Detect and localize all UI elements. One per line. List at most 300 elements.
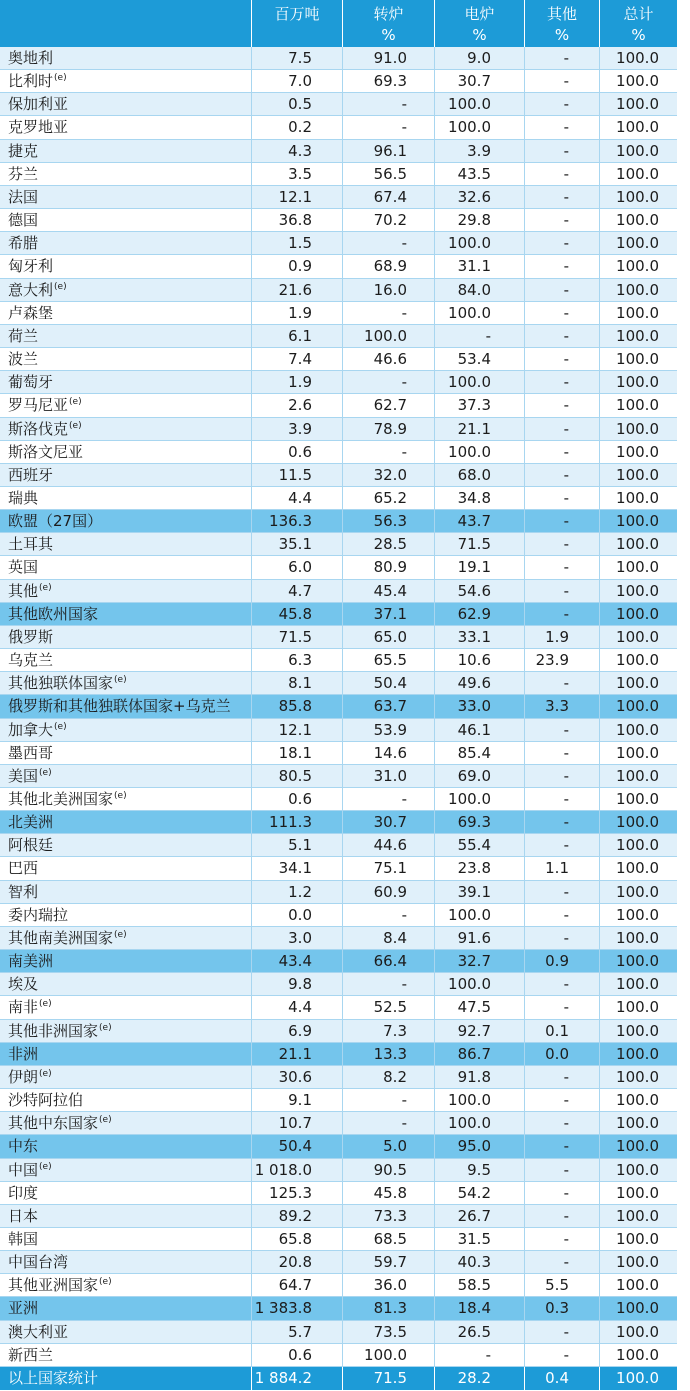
electric-furnace-share-cell: 26.7 (435, 1205, 525, 1227)
table-row (0, 1020, 677, 1043)
converter-share-cell: - (343, 302, 435, 324)
estimate-note-marker: (e) (69, 397, 82, 408)
electric-furnace-share-cell: 95.0 (435, 1135, 525, 1157)
table-row (0, 881, 677, 904)
region-name: 韩国 (8, 1229, 39, 1248)
region-name: 墨西哥 (8, 743, 54, 762)
other-share-cell: - (525, 140, 600, 162)
electric-furnace-share-cell: 100.0 (435, 371, 525, 393)
table-row (0, 1089, 677, 1112)
converter-share-cell: 90.5 (343, 1159, 435, 1184)
total-share-cell: 100.0 (616, 419, 659, 438)
production-mt-cell: 111.3 (252, 811, 343, 833)
total-share-cell: 100.0 (616, 280, 659, 299)
other-share-cell: 0.9 (525, 950, 600, 972)
region-name-cell (0, 1089, 252, 1111)
electric-furnace-share-cell: 33.1 (435, 626, 525, 648)
region-name: 印度 (8, 1183, 39, 1202)
region-name: 中国 (8, 1160, 39, 1179)
total-share-cell: 100.0 (616, 465, 659, 484)
region-name: 其他 (8, 581, 39, 600)
table-row (0, 186, 677, 209)
table-row (0, 1182, 677, 1205)
estimate-note-marker: (e) (99, 1277, 112, 1288)
region-name: 土耳其 (8, 535, 54, 554)
electric-furnace-share-cell: 85.4 (435, 742, 525, 764)
total-share-cell: 100.0 (616, 836, 659, 855)
electric-furnace-share-cell: 68.0 (435, 464, 525, 486)
other-share-cell: 23.9 (525, 649, 600, 671)
converter-share-cell: 65.5 (343, 649, 435, 671)
region-name: 葡萄牙 (8, 373, 54, 392)
converter-share-cell: 60.9 (343, 881, 435, 903)
electric-furnace-share-cell: 54.2 (435, 1182, 525, 1204)
table-row (0, 302, 677, 325)
converter-share-cell: 71.5 (343, 1367, 435, 1390)
electric-furnace-share-cell: 71.5 (435, 533, 525, 555)
total-share-cell: 100.0 (616, 141, 659, 160)
total-share-cell: 100.0 (616, 1091, 659, 1110)
converter-share-cell: - (343, 232, 435, 254)
total-share-cell: 100.0 (616, 720, 659, 739)
region-name: 阿根廷 (8, 836, 54, 855)
region-name: 俄罗斯和其他独联体国家+乌克兰 (8, 697, 231, 716)
production-mt-cell: 3.0 (252, 927, 343, 952)
production-mt-cell: 125.3 (252, 1182, 343, 1204)
table-row (0, 464, 677, 487)
region-name-cell (0, 695, 252, 717)
region-name: 英国 (8, 558, 39, 577)
production-mt-cell: 3.9 (252, 418, 343, 443)
other-share-cell: - (525, 556, 600, 578)
converter-share-cell: - (343, 788, 435, 813)
column-header-label: 其他 (546, 5, 577, 23)
electric-furnace-share-cell: 23.8 (435, 857, 525, 879)
region-name-cell (0, 1066, 252, 1091)
region-name: 新西兰 (8, 1345, 54, 1364)
production-mt-cell: 10.7 (252, 1112, 343, 1137)
electric-furnace-share-cell: 91.6 (435, 927, 525, 952)
estimate-note-marker: (e) (69, 420, 82, 431)
table-row (0, 857, 677, 880)
region-name: 荷兰 (8, 326, 39, 345)
total-share-cell: 100.0 (616, 1067, 659, 1086)
region-name-cell (0, 1228, 252, 1250)
converter-share-cell: 73.3 (343, 1205, 435, 1227)
other-share-cell: - (525, 1251, 600, 1273)
table-row (0, 255, 677, 278)
other-share-cell: - (525, 487, 600, 509)
electric-furnace-share-cell: 37.3 (435, 394, 525, 419)
converter-share-cell: - (343, 371, 435, 393)
total-share-cell: 100.0 (616, 442, 659, 461)
region-name-cell (0, 857, 252, 879)
other-share-cell: - (525, 418, 600, 443)
production-mt-cell: 0.6 (252, 441, 343, 463)
region-name-cell (0, 1297, 252, 1319)
total-share-cell: 100.0 (616, 187, 659, 206)
other-share-cell: - (525, 973, 600, 995)
column-header-electric-furnace (435, 0, 525, 47)
production-mt-cell: 89.2 (252, 1205, 343, 1227)
electric-furnace-share-cell: 30.7 (435, 70, 525, 95)
total-share-cell: 100.0 (616, 697, 659, 716)
other-share-cell: 0.1 (525, 1020, 600, 1045)
other-share-cell: 3.3 (525, 695, 600, 717)
other-share-cell: - (525, 719, 600, 744)
region-name-cell (0, 441, 252, 463)
region-name-cell (0, 302, 252, 324)
other-share-cell: - (525, 1135, 600, 1157)
production-mt-cell: 1 018.0 (252, 1159, 343, 1184)
total-share-cell: 100.0 (616, 581, 659, 600)
electric-furnace-share-cell: 18.4 (435, 1297, 525, 1319)
table-row (0, 209, 677, 232)
electric-furnace-share-cell: 47.5 (435, 996, 525, 1021)
subtotal-row (0, 603, 677, 626)
electric-furnace-share-cell: 100.0 (435, 1112, 525, 1137)
production-mt-cell: 4.3 (252, 140, 343, 162)
electric-furnace-share-cell: 69.3 (435, 811, 525, 833)
production-mt-cell: 43.4 (252, 950, 343, 972)
other-share-cell: - (525, 603, 600, 625)
other-share-cell: - (525, 811, 600, 833)
production-mt-cell: 1.9 (252, 371, 343, 393)
production-mt-cell: 136.3 (252, 510, 343, 532)
production-mt-cell: 9.1 (252, 1089, 343, 1111)
production-mt-cell: 4.7 (252, 580, 343, 605)
converter-share-cell: 66.4 (343, 950, 435, 972)
other-share-cell: - (525, 672, 600, 697)
production-mt-cell: 34.1 (252, 857, 343, 879)
region-name: 委内瑞拉 (8, 905, 69, 924)
electric-furnace-share-cell: 58.5 (435, 1274, 525, 1299)
region-name-cell (0, 394, 252, 419)
production-mt-cell: 20.8 (252, 1251, 343, 1273)
total-share-cell: 100.0 (616, 558, 659, 577)
converter-share-cell: 31.0 (343, 765, 435, 790)
converter-share-cell: 63.7 (343, 695, 435, 717)
estimate-note-marker: (e) (114, 675, 127, 686)
total-share-cell: 100.0 (616, 350, 659, 369)
region-name: 其他非洲国家 (8, 1021, 99, 1040)
grand-total-row (0, 1367, 677, 1390)
region-name-cell (0, 116, 252, 138)
column-header-label: 电炉 (464, 5, 495, 23)
table-row (0, 765, 677, 788)
other-share-cell: - (525, 325, 600, 347)
electric-furnace-share-cell: 46.1 (435, 719, 525, 744)
total-share-cell: 100.0 (616, 1253, 659, 1272)
production-mt-cell: 71.5 (252, 626, 343, 648)
total-share-cell: 100.0 (616, 905, 659, 924)
production-mt-cell: 45.8 (252, 603, 343, 625)
region-name: 德国 (8, 211, 39, 230)
estimate-note-marker: (e) (114, 929, 127, 940)
region-name-cell (0, 927, 252, 952)
region-name-cell (0, 834, 252, 856)
region-name-cell (0, 510, 252, 532)
electric-furnace-share-cell: 100.0 (435, 973, 525, 995)
region-name-cell (0, 556, 252, 578)
production-mt-cell: 1.5 (252, 232, 343, 254)
total-share-cell: 100.0 (616, 118, 659, 137)
region-name: 巴西 (8, 859, 39, 878)
total-share-cell: 100.0 (616, 303, 659, 322)
estimate-note-marker: (e) (39, 582, 52, 593)
table-row (0, 47, 677, 70)
total-share-cell: 100.0 (616, 998, 659, 1017)
table-row (0, 1274, 677, 1297)
total-share-cell: 100.0 (616, 373, 659, 392)
region-name: 非洲 (8, 1044, 39, 1063)
region-name-cell (0, 881, 252, 903)
region-name-cell (0, 996, 252, 1021)
production-mt-cell: 7.4 (252, 348, 343, 370)
other-share-cell: - (525, 209, 600, 231)
table-row (0, 973, 677, 996)
other-share-cell: 1.1 (525, 857, 600, 879)
electric-furnace-share-cell: 100.0 (435, 302, 525, 324)
converter-share-cell: 68.5 (343, 1228, 435, 1250)
production-mt-cell: 21.6 (252, 279, 343, 304)
total-share-cell: 100.0 (616, 1206, 659, 1225)
region-name: 其他欧州国家 (8, 604, 99, 623)
subtotal-row (0, 1297, 677, 1320)
electric-furnace-share-cell: 53.4 (435, 348, 525, 370)
other-share-cell: - (525, 47, 600, 69)
converter-share-cell: 100.0 (343, 325, 435, 347)
total-share-cell: 100.0 (616, 512, 659, 531)
region-name-cell (0, 418, 252, 443)
total-share-cell: 100.0 (616, 234, 659, 253)
converter-share-cell: 8.2 (343, 1066, 435, 1091)
other-share-cell: - (525, 186, 600, 208)
production-mt-cell: 1.9 (252, 302, 343, 324)
other-share-cell: 0.0 (525, 1043, 600, 1065)
region-name-cell (0, 186, 252, 208)
table-row (0, 1205, 677, 1228)
other-share-cell: - (525, 371, 600, 393)
total-share-cell: 100.0 (616, 164, 659, 183)
region-name: 奥地利 (8, 49, 54, 67)
table-row (0, 1344, 677, 1367)
other-share-cell: - (525, 163, 600, 185)
table-row (0, 533, 677, 556)
table-header (0, 0, 677, 47)
electric-furnace-share-cell: 26.5 (435, 1321, 525, 1343)
region-name-cell (0, 904, 252, 926)
region-name: 希腊 (8, 234, 39, 253)
region-name: 波兰 (8, 350, 39, 369)
table-row (0, 1321, 677, 1344)
region-name: 法国 (8, 187, 39, 206)
region-name-cell (0, 765, 252, 790)
total-share-cell: 100.0 (616, 790, 659, 808)
production-mt-cell: 12.1 (252, 186, 343, 208)
estimate-note-marker: (e) (99, 1115, 112, 1126)
column-header-region (0, 0, 252, 47)
total-share-cell: 100.0 (616, 1345, 659, 1364)
other-share-cell: - (525, 1182, 600, 1204)
production-mt-cell: 8.1 (252, 672, 343, 697)
converter-share-cell: 45.4 (343, 580, 435, 605)
column-header-total (600, 0, 677, 47)
production-mt-cell: 5.1 (252, 834, 343, 856)
other-share-cell: - (525, 394, 600, 419)
converter-share-cell: - (343, 441, 435, 463)
table-row (0, 1228, 677, 1251)
production-mt-cell: 65.8 (252, 1228, 343, 1250)
total-share-cell: 100.0 (616, 1229, 659, 1248)
region-name-cell (0, 649, 252, 671)
other-share-cell: - (525, 302, 600, 324)
converter-share-cell: 45.8 (343, 1182, 435, 1204)
region-name: 意大利 (8, 280, 54, 299)
electric-furnace-share-cell: 100.0 (435, 904, 525, 926)
production-mt-cell: 12.1 (252, 719, 343, 744)
estimate-note-marker: (e) (54, 281, 67, 292)
other-share-cell: - (525, 464, 600, 486)
other-share-cell: - (525, 232, 600, 254)
electric-furnace-share-cell: 84.0 (435, 279, 525, 304)
electric-furnace-share-cell: 29.8 (435, 209, 525, 231)
production-mt-cell: 4.4 (252, 487, 343, 509)
column-header-label: 百万吨 (274, 5, 320, 23)
other-share-cell: - (525, 742, 600, 764)
electric-furnace-share-cell: 28.2 (435, 1367, 525, 1390)
region-name-cell (0, 672, 252, 697)
subtotal-row (0, 1043, 677, 1066)
region-name-cell (0, 1344, 252, 1366)
table-row (0, 927, 677, 950)
production-mt-cell: 6.3 (252, 649, 343, 671)
subtotal-row (0, 811, 677, 834)
region-name: 中东 (8, 1137, 39, 1156)
region-name: 保加利亚 (8, 95, 69, 114)
subtotal-row (0, 695, 677, 718)
estimate-note-marker: (e) (114, 791, 127, 801)
converter-share-cell: 44.6 (343, 834, 435, 856)
estimate-note-marker: (e) (54, 73, 67, 84)
total-share-cell: 100.0 (616, 49, 659, 67)
region-name: 其他独联体国家 (8, 674, 114, 693)
electric-furnace-share-cell: 100.0 (435, 788, 525, 813)
table-row (0, 626, 677, 649)
region-name-cell (0, 209, 252, 231)
total-share-cell: 100.0 (616, 1368, 659, 1387)
converter-share-cell: 56.5 (343, 163, 435, 185)
table-row (0, 1159, 677, 1182)
region-name-cell (0, 47, 252, 69)
region-name: 南非 (8, 998, 39, 1017)
estimate-note-marker: (e) (54, 721, 67, 732)
converter-share-cell: 67.4 (343, 186, 435, 208)
region-name: 伊朗 (8, 1067, 39, 1086)
region-name: 北美洲 (8, 813, 54, 832)
table-row (0, 70, 677, 93)
total-share-cell: 100.0 (616, 1160, 659, 1179)
table-row (0, 556, 677, 579)
region-name: 美国 (8, 766, 39, 785)
subtotal-row (0, 510, 677, 533)
table-row (0, 742, 677, 765)
electric-furnace-share-cell: 62.9 (435, 603, 525, 625)
region-name: 俄罗斯 (8, 627, 54, 646)
grand-total-label: 以上国家统计 (0, 1367, 252, 1390)
region-name: 其他亚洲国家 (8, 1276, 99, 1295)
production-mt-cell: 11.5 (252, 464, 343, 486)
electric-furnace-share-cell: 10.6 (435, 649, 525, 671)
electric-furnace-share-cell: 21.1 (435, 418, 525, 443)
converter-share-cell: 36.0 (343, 1274, 435, 1299)
region-name: 亚洲 (8, 1299, 39, 1318)
table-row (0, 441, 677, 464)
converter-share-cell: 100.0 (343, 1344, 435, 1366)
electric-furnace-share-cell: 32.6 (435, 186, 525, 208)
region-name-cell (0, 533, 252, 555)
column-header-label: 总计 (623, 5, 654, 23)
production-mt-cell: 0.0 (252, 904, 343, 926)
converter-share-cell: 59.7 (343, 1251, 435, 1273)
region-name-cell (0, 1135, 252, 1157)
region-name: 西班牙 (8, 465, 54, 484)
region-name-cell (0, 719, 252, 744)
table-row (0, 649, 677, 672)
table-row (0, 996, 677, 1019)
production-mt-cell: 21.1 (252, 1043, 343, 1065)
table-row (0, 487, 677, 510)
other-share-cell: - (525, 255, 600, 277)
electric-furnace-share-cell: 3.9 (435, 140, 525, 162)
converter-share-cell: 81.3 (343, 1297, 435, 1319)
region-name: 斯洛伐克 (8, 419, 69, 438)
converter-share-cell: 8.4 (343, 927, 435, 952)
electric-furnace-share-cell: 92.7 (435, 1020, 525, 1045)
electric-furnace-share-cell: 69.0 (435, 765, 525, 790)
region-name-cell (0, 232, 252, 254)
table-row (0, 1066, 677, 1089)
converter-share-cell: 46.6 (343, 348, 435, 370)
other-share-cell: - (525, 1159, 600, 1184)
production-mt-cell: 18.1 (252, 742, 343, 764)
production-mt-cell: 1 884.2 (252, 1367, 343, 1390)
total-share-cell: 100.0 (616, 535, 659, 554)
total-share-cell: 100.0 (616, 1044, 659, 1063)
production-mt-cell: 80.5 (252, 765, 343, 790)
estimate-note-marker: (e) (39, 1161, 52, 1172)
production-mt-cell: 50.4 (252, 1135, 343, 1157)
production-mt-cell: 4.4 (252, 996, 343, 1021)
total-share-cell: 100.0 (616, 95, 659, 114)
region-name: 日本 (8, 1206, 39, 1225)
electric-furnace-share-cell: 100.0 (435, 116, 525, 138)
electric-furnace-share-cell: 55.4 (435, 834, 525, 856)
electric-furnace-share-cell: 49.6 (435, 672, 525, 697)
region-name-cell (0, 1043, 252, 1065)
converter-share-cell: 91.0 (343, 47, 435, 69)
region-name-cell (0, 93, 252, 115)
table-row (0, 1251, 677, 1274)
table-row (0, 788, 677, 811)
estimate-note-marker: (e) (99, 1022, 112, 1033)
electric-furnace-share-cell: 100.0 (435, 441, 525, 463)
other-share-cell: - (525, 1321, 600, 1343)
column-header-unit: % (381, 26, 396, 44)
other-share-cell: - (525, 996, 600, 1021)
other-share-cell: - (525, 927, 600, 952)
production-mt-cell: 36.8 (252, 209, 343, 231)
